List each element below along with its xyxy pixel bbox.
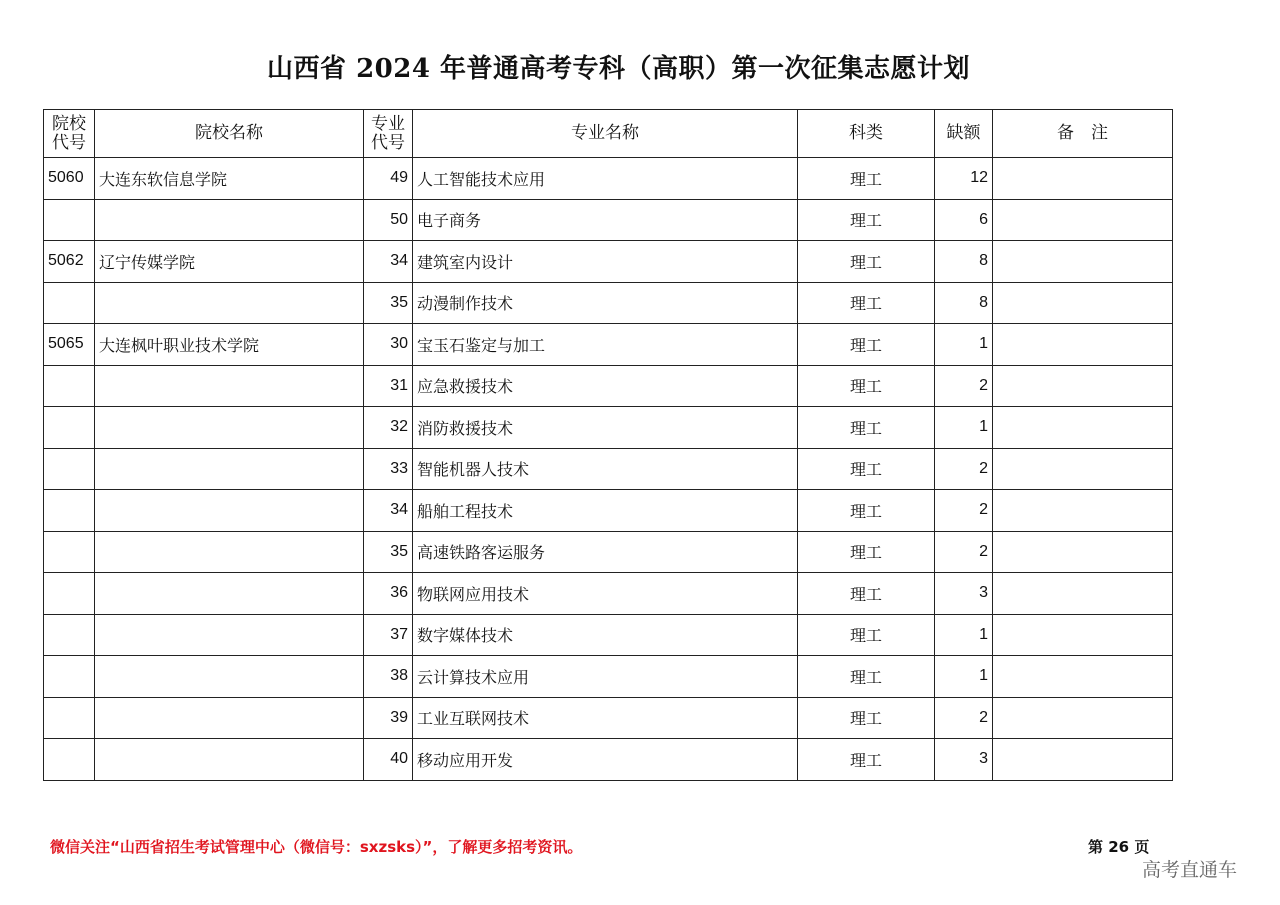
cell-vacancy: 3	[935, 739, 993, 781]
page-number: 第 26 页	[1088, 838, 1150, 856]
cell-remark	[993, 490, 1173, 532]
cell-school-name: 大连东软信息学院	[95, 158, 364, 200]
cell-school-code	[44, 490, 95, 532]
watermark-text: 高考直通车	[1142, 859, 1238, 881]
cell-category: 理工	[798, 282, 935, 324]
cell-remark	[993, 656, 1173, 698]
cell-remark	[993, 241, 1173, 283]
cell-major-name: 消防救援技术	[413, 407, 798, 449]
cell-major-name: 建筑室内设计	[413, 241, 798, 283]
cell-remark	[993, 407, 1173, 449]
cell-major-name: 数字媒体技术	[413, 614, 798, 656]
cell-school-code	[44, 531, 95, 573]
cell-school-name	[95, 407, 364, 449]
cell-major-name: 工业互联网技术	[413, 697, 798, 739]
cell-major-code: 32	[364, 407, 413, 449]
cell-major-code: 34	[364, 241, 413, 283]
cell-remark	[993, 573, 1173, 615]
cell-school-code	[44, 573, 95, 615]
cell-major-name: 宝玉石鉴定与加工	[413, 324, 798, 366]
table-row	[44, 614, 1173, 656]
cell-remark	[993, 739, 1173, 781]
page-title: 山西省 2024 年普通高考专科（高职）第一次征集志愿计划	[267, 54, 970, 84]
cell-remark	[993, 282, 1173, 324]
table-row	[44, 739, 1173, 781]
cell-category: 理工	[798, 241, 935, 283]
cell-major-name: 物联网应用技术	[413, 573, 798, 615]
cell-category: 理工	[798, 158, 935, 200]
cell-vacancy: 2	[935, 448, 993, 490]
cell-school-name: 辽宁传媒学院	[95, 241, 364, 283]
cell-school-name: 大连枫叶职业技术学院	[95, 324, 364, 366]
cell-school-code	[44, 199, 95, 241]
cell-category: 理工	[798, 614, 935, 656]
cell-school-code: 5065	[44, 324, 95, 366]
table-row	[44, 573, 1173, 615]
cell-category: 理工	[798, 324, 935, 366]
cell-vacancy: 2	[935, 697, 993, 739]
table-row	[44, 697, 1173, 739]
header-major-code: 专业代号	[364, 110, 413, 158]
cell-school-name	[95, 656, 364, 698]
cell-major-code: 49	[364, 158, 413, 200]
table-row	[44, 158, 1173, 200]
cell-school-name	[95, 614, 364, 656]
cell-remark	[993, 158, 1173, 200]
wechat-follow-note: 微信关注“山西省招生考试管理中心（微信号：sxzsks）”，了解更多招考资讯。	[50, 838, 583, 856]
cell-major-code: 39	[364, 697, 413, 739]
cell-major-name: 船舶工程技术	[413, 490, 798, 532]
cell-vacancy: 2	[935, 365, 993, 407]
cell-major-code: 36	[364, 573, 413, 615]
cell-major-name: 电子商务	[413, 199, 798, 241]
cell-school-name	[95, 739, 364, 781]
cell-school-code	[44, 448, 95, 490]
cell-major-name: 云计算技术应用	[413, 656, 798, 698]
cell-major-code: 34	[364, 490, 413, 532]
header-major-name: 专业名称	[413, 110, 798, 158]
table-row	[44, 448, 1173, 490]
cell-major-code: 33	[364, 448, 413, 490]
cell-major-name: 智能机器人技术	[413, 448, 798, 490]
table-row	[44, 282, 1173, 324]
cell-major-code: 30	[364, 324, 413, 366]
cell-school-code	[44, 697, 95, 739]
cell-school-name	[95, 573, 364, 615]
cell-category: 理工	[798, 365, 935, 407]
cell-school-code	[44, 614, 95, 656]
cell-category: 理工	[798, 490, 935, 532]
cell-category: 理工	[798, 656, 935, 698]
cell-school-code: 5062	[44, 241, 95, 283]
cell-vacancy: 1	[935, 614, 993, 656]
cell-major-code: 35	[364, 531, 413, 573]
cell-school-code	[44, 739, 95, 781]
cell-remark	[993, 697, 1173, 739]
cell-school-name	[95, 697, 364, 739]
cell-school-code: 5060	[44, 158, 95, 200]
cell-school-code	[44, 407, 95, 449]
cell-major-code: 40	[364, 739, 413, 781]
cell-major-name: 应急救援技术	[413, 365, 798, 407]
table-header-row	[44, 110, 1173, 158]
header-school-code: 院校代号	[44, 110, 95, 158]
cell-school-name	[95, 199, 364, 241]
header-remark: 备 注	[993, 110, 1173, 158]
header-category: 科类	[798, 110, 935, 158]
cell-vacancy: 1	[935, 324, 993, 366]
cell-major-code: 38	[364, 656, 413, 698]
cell-vacancy: 8	[935, 282, 993, 324]
table-row	[44, 490, 1173, 532]
table-row	[44, 324, 1173, 366]
cell-vacancy: 2	[935, 490, 993, 532]
table-body	[44, 158, 1173, 781]
table-row	[44, 199, 1173, 241]
cell-remark	[993, 199, 1173, 241]
header-vacancy: 缺额	[935, 110, 993, 158]
cell-vacancy: 1	[935, 656, 993, 698]
cell-major-name: 人工智能技术应用	[413, 158, 798, 200]
cell-remark	[993, 448, 1173, 490]
cell-major-name: 移动应用开发	[413, 739, 798, 781]
cell-vacancy: 1	[935, 407, 993, 449]
table-row	[44, 531, 1173, 573]
cell-vacancy: 3	[935, 573, 993, 615]
cell-major-code: 31	[364, 365, 413, 407]
cell-school-name	[95, 531, 364, 573]
cell-vacancy: 6	[935, 199, 993, 241]
cell-major-name: 高速铁路客运服务	[413, 531, 798, 573]
cell-category: 理工	[798, 697, 935, 739]
cell-category: 理工	[798, 573, 935, 615]
cell-category: 理工	[798, 407, 935, 449]
cell-school-name	[95, 365, 364, 407]
cell-school-name	[95, 490, 364, 532]
header-school-name: 院校名称	[95, 110, 364, 158]
enrollment-plan-table	[43, 109, 1173, 781]
cell-major-name: 动漫制作技术	[413, 282, 798, 324]
table-row	[44, 656, 1173, 698]
cell-school-name	[95, 282, 364, 324]
table-row	[44, 407, 1173, 449]
cell-remark	[993, 365, 1173, 407]
cell-school-code	[44, 282, 95, 324]
cell-category: 理工	[798, 199, 935, 241]
cell-school-code	[44, 656, 95, 698]
table-row	[44, 241, 1173, 283]
cell-category: 理工	[798, 739, 935, 781]
cell-remark	[993, 324, 1173, 366]
cell-vacancy: 12	[935, 158, 993, 200]
cell-vacancy: 2	[935, 531, 993, 573]
cell-remark	[993, 531, 1173, 573]
cell-school-name	[95, 448, 364, 490]
cell-category: 理工	[798, 531, 935, 573]
cell-major-code: 35	[364, 282, 413, 324]
cell-remark	[993, 614, 1173, 656]
cell-school-code	[44, 365, 95, 407]
table-row	[44, 365, 1173, 407]
cell-vacancy: 8	[935, 241, 993, 283]
cell-major-code: 37	[364, 614, 413, 656]
cell-major-code: 50	[364, 199, 413, 241]
cell-category: 理工	[798, 448, 935, 490]
